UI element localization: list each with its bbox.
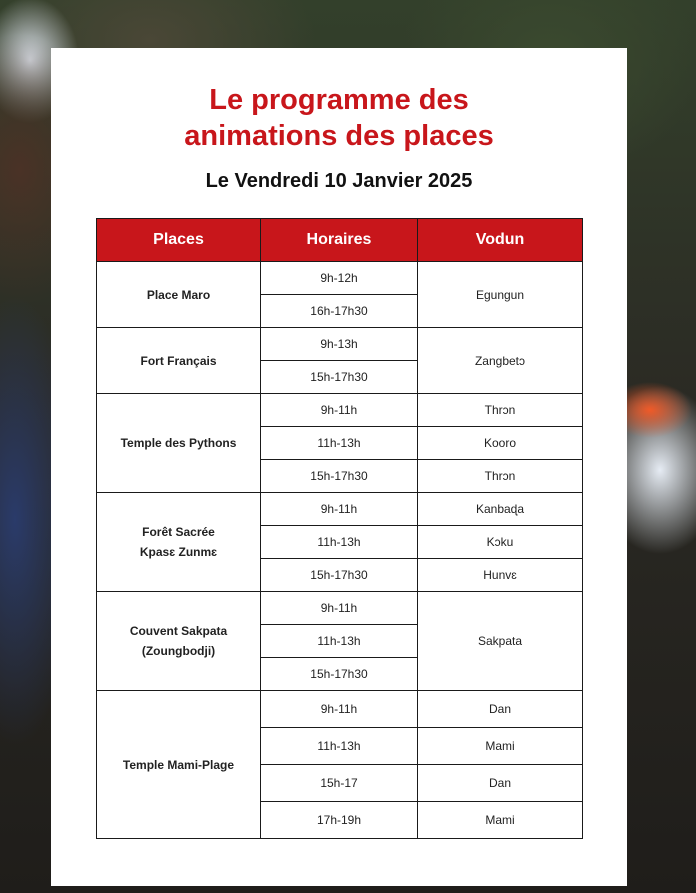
time-cell: 15h-17 <box>261 765 418 802</box>
vodun-cell: Kanbaɖa <box>418 493 583 526</box>
time-cell: 9h-11h <box>261 394 418 427</box>
vodun-cell: Egungun <box>418 262 583 328</box>
vodun-cell: Mami <box>418 802 583 839</box>
place-cell: Temple des Pythons <box>97 394 261 493</box>
time-cell: 15h-17h30 <box>261 460 418 493</box>
vodun-cell: Sakpata <box>418 592 583 691</box>
time-cell: 9h-11h <box>261 493 418 526</box>
time-cell: 15h-17h30 <box>261 361 418 394</box>
vodun-cell: Zangbetɔ <box>418 328 583 394</box>
vodun-cell: Thrɔn <box>418 394 583 427</box>
header-vodun: Vodun <box>418 219 583 262</box>
place-line-2: Kpasɛ Zunmɛ <box>139 545 218 559</box>
table-header-row <box>97 219 583 262</box>
time-cell: 9h-11h <box>261 691 418 728</box>
program-card <box>51 48 627 886</box>
time-cell: 11h-13h <box>261 526 418 559</box>
vodun-cell: Kɔku <box>418 526 583 559</box>
time-cell: 11h-13h <box>261 728 418 765</box>
time-cell: 11h-13h <box>261 427 418 460</box>
time-cell: 9h-12h <box>261 262 418 295</box>
table-row <box>97 691 583 728</box>
place-cell <box>97 493 261 592</box>
title-line-1: Le programme des <box>209 84 469 116</box>
table-row <box>97 328 583 361</box>
table-row <box>97 493 583 526</box>
vodun-cell: Dan <box>418 765 583 802</box>
vodun-cell: Kooro <box>418 427 583 460</box>
place-line-2: (Zoungbodji) <box>141 644 216 658</box>
page-title <box>51 82 627 154</box>
table-row <box>97 394 583 427</box>
place-line-1: Couvent Sakpata <box>129 624 228 638</box>
time-cell: 15h-17h30 <box>261 658 418 691</box>
header-horaires: Horaires <box>261 219 418 262</box>
place-cell: Place Maro <box>97 262 261 328</box>
title-line-2: animations des places <box>184 120 494 152</box>
vodun-cell: Mami <box>418 728 583 765</box>
vodun-cell: Hunvɛ <box>418 559 583 592</box>
schedule-table <box>96 218 583 839</box>
time-cell: 17h-19h <box>261 802 418 839</box>
date-subtitle: Le Vendredi 10 Janvier 2025 <box>205 170 473 192</box>
place-cell <box>97 592 261 691</box>
place-line-1: Forêt Sacrée <box>142 525 215 539</box>
time-cell: 9h-11h <box>261 592 418 625</box>
header-places: Places <box>97 219 261 262</box>
time-cell: 15h-17h30 <box>261 559 418 592</box>
vodun-cell: Dan <box>418 691 583 728</box>
vodun-cell: Thrɔn <box>418 460 583 493</box>
table-row <box>97 262 583 295</box>
time-cell: 16h-17h30 <box>261 295 418 328</box>
place-cell: Fort Français <box>97 328 261 394</box>
time-cell: 9h-13h <box>261 328 418 361</box>
time-cell: 11h-13h <box>261 625 418 658</box>
table-row <box>97 592 583 625</box>
place-cell: Temple Mami-Plage <box>97 691 261 839</box>
